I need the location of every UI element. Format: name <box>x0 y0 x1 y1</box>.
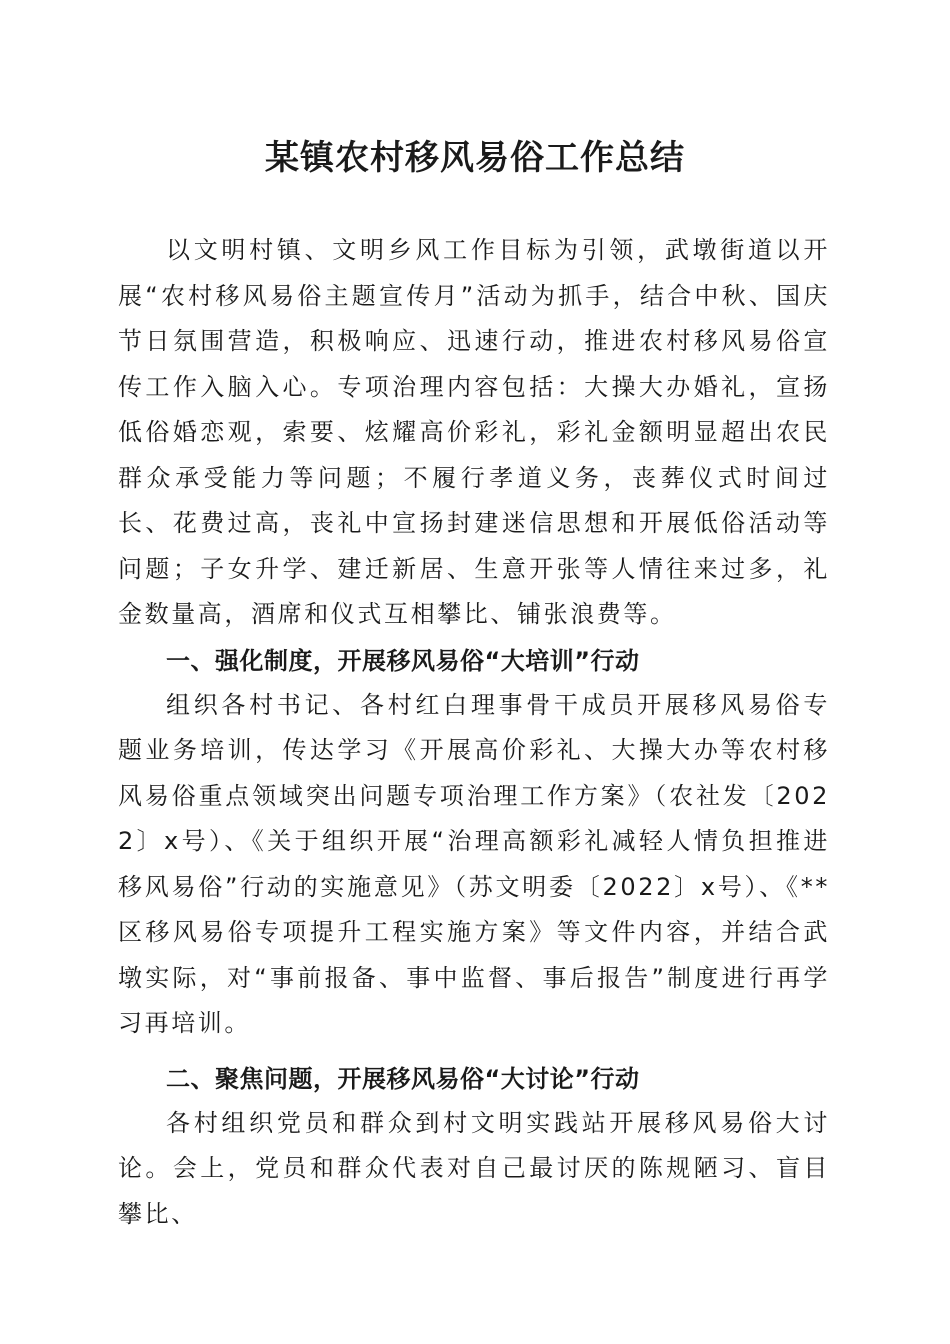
intro-paragraph: 以文明村镇、文明乡风工作目标为引领，武墩街道以开展“农村移风易俗主题宣传月”活动为抓手，结合中秋、国庆节日氛围营造，积极响应、迅速行动，推进农村移风易俗宣传工作入脑入心。专项治理内容包括：大操大办婚礼，宣扬低俗婚恋观，索要、炫耀高价彩礼，彩礼金额明显超出农民群众承受能力等问题；不履行孝道义务，丧葬仪式时间过长、花费过高，丧礼中宣扬封建迷信思想和开展低俗活动等问题；子女升学、建迁新居、生意开张等人情往来过多，礼金数量高，酒席和仪式互相攀比、铺张浪费等。 <box>118 236 830 628</box>
section-heading-2: 二、聚焦问题，开展移风易俗“大讨论”行动 <box>166 1064 640 1093</box>
document-title: 某镇农村移风易俗工作总结 <box>265 138 685 178</box>
section-paragraph-1: 组织各村书记、各村红白理事骨干成员开展移风易俗专题业务培训，传达学习《开展高价彩礼、大操大办等农村移风易俗重点领域突出问题专项治理工作方案》（农社发〔2022〕x号）、《关于组织开展“治理高额彩礼减轻人情负担推进移风易俗”行动的实施意见》（苏文明委〔2022〕x号）、《**区移风易俗专项提升工程实施方案》等文件内容，并结合武墩实际，对“事前报备、事中监督、事后报告”制度进行再学习再培训。 <box>118 690 830 1037</box>
section-heading-1: 一、强化制度，开展移风易俗“大培训”行动 <box>166 646 640 675</box>
section-paragraph-2: 各村组织党员和群众到村文明实践站开展移风易俗大讨论。会上，党员和群众代表对自己最讨厌的陈规陋习、盲目攀比、 <box>118 1108 830 1228</box>
document-body <box>118 228 830 1237</box>
